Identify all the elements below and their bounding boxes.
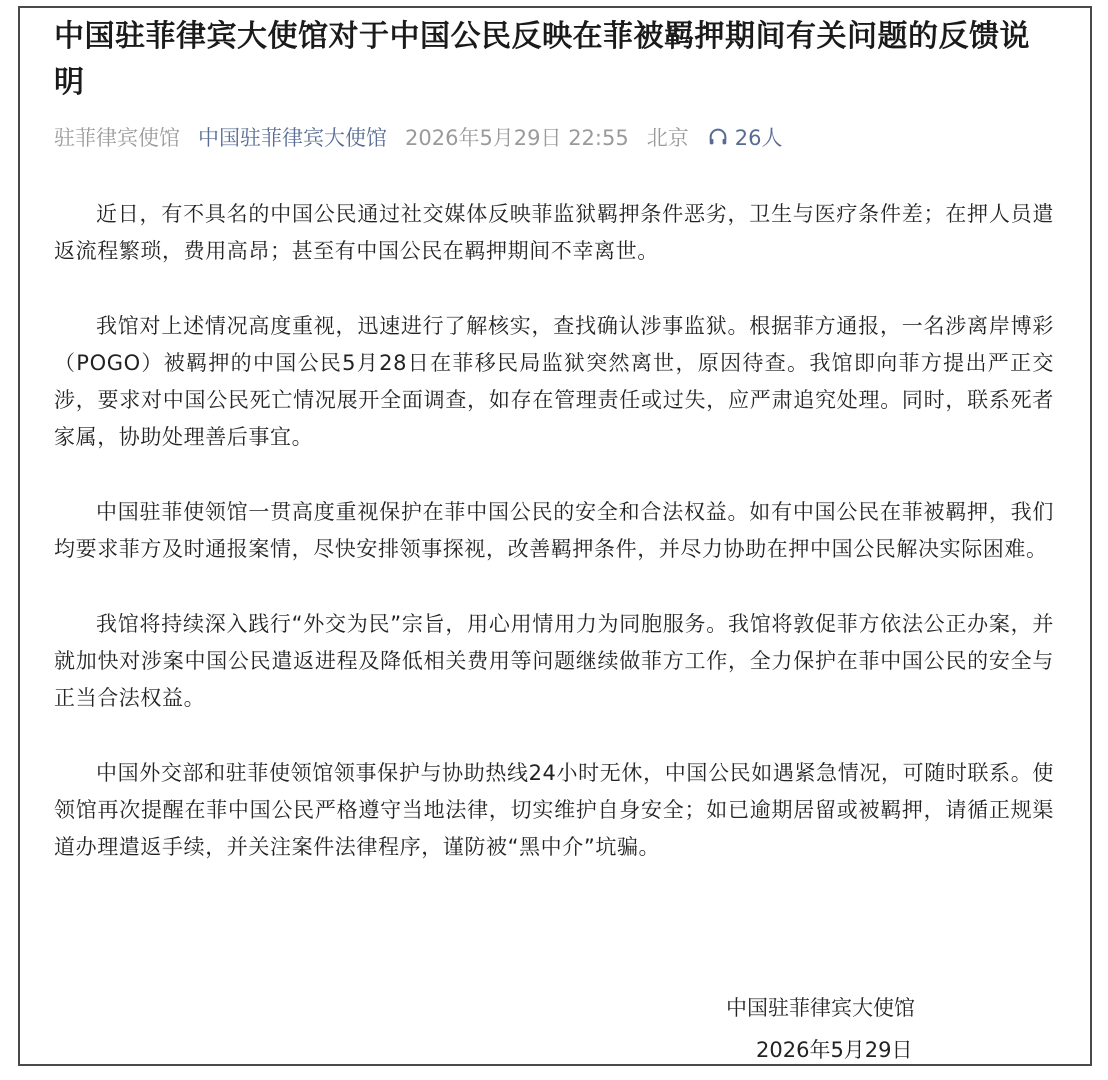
article-body [54, 196, 1054, 866]
paragraph-4: 我馆将持续深入践行“外交为民”宗旨，用心用情用力为同胞服务。我馆将敦促菲方依法公正办案，并就加快对涉案中国公民遣返进程及降低相关费用等问题继续做菲方工作，全力保护在菲中国公民的安全与正当合法权益。 [54, 612, 1054, 710]
paragraph-5: 中国外交部和驻菲使领馆领事保护与协助热线24小时无休，中国公民如遇紧急情况，可随时联系。使领馆再次提醒在菲中国公民严格遵守当地法律，切实维护自身安全；如已逾期居留或被羁押，请循正规渠道办理遣返手续，并关注案件法律程序，谨防被“黑中介”坑骗。 [54, 761, 1054, 859]
signature-org: 中国驻菲律宾大使馆 [726, 996, 915, 1020]
source-link[interactable]: 中国驻菲律宾大使馆 [198, 126, 387, 150]
publish-datetime: 2026年5月29日 22:55 [405, 126, 629, 150]
signature-date: 2026年5月29日 [756, 1038, 913, 1062]
article-title: 中国驻菲律宾大使馆对于中国公民反映在菲被羁押期间有关问题的反馈说明 [54, 19, 1030, 100]
publish-location: 北京 [646, 126, 689, 150]
listener-count: 26人 [734, 126, 783, 150]
headphones-icon [707, 126, 729, 148]
article-content [54, 14, 1054, 904]
paragraph-2: 我馆对上述情况高度重视，迅速进行了解核实，查找确认涉事监狱。根据菲方通报，一名涉离岸博彩（POGO）被羁押的中国公民5月28日在菲移民局监狱突然离世，原因待查。我馆即向菲方提出严正交涉，要求对中国公民死亡情况展开全面调查，如存在管理责任或过失，应严肃追究处理。同时，联系死者家属，协助处理善后事宜。 [54, 314, 1054, 449]
paragraph-1: 近日，有不具名的中国公民通过社交媒体反映菲监狱羁押条件恶劣，卫生与医疗条件差；在押人员遣返流程繁琐，费用高昂；甚至有中国公民在羁押期间不幸离世。 [54, 202, 1054, 263]
paragraph-3: 中国驻菲使领馆一贯高度重视保护在菲中国公民的安全和合法权益。如有中国公民在菲被羁押，我们均要求菲方及时通报案情，尽快安排领事探视，改善羁押条件，并尽力协助在押中国公民解决实际困难。 [54, 500, 1054, 561]
account-name[interactable]: 驻菲律宾使馆 [54, 126, 180, 150]
article-frame [18, 6, 1092, 1066]
listen-button[interactable] [707, 122, 801, 152]
article-meta [54, 120, 1054, 154]
